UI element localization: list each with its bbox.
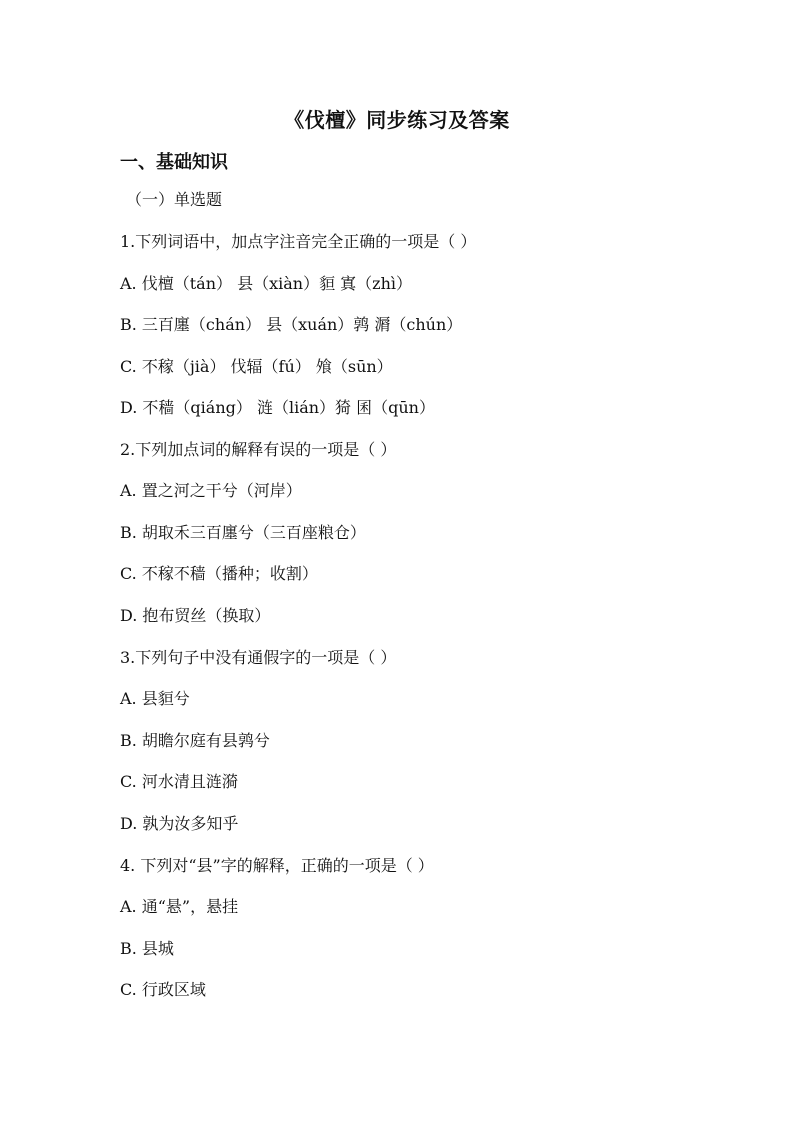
- option-2a: A. 置之河之干兮（河岸）: [120, 481, 302, 500]
- question-2: 2.下列加点词的解释有误的一项是（ ）: [120, 440, 397, 459]
- option-3d: D. 孰为汝多知乎: [120, 814, 239, 833]
- option-3b: B. 胡瞻尔庭有县鹑兮: [120, 731, 270, 750]
- section-heading: 一、基础知识: [120, 152, 228, 173]
- option-2b: B. 胡取禾三百廛兮（三百座粮仓）: [120, 523, 366, 542]
- option-4c: C. 行政区域: [120, 980, 206, 999]
- option-2d: D. 抱布贸丝（换取）: [120, 606, 271, 625]
- option-1c: C. 不稼（jià） 伐辐（fú） 飧（sūn）: [120, 357, 393, 376]
- option-4a: A. 通“悬”，悬挂: [120, 897, 239, 916]
- option-1a: A. 伐檀（tán） 县（xiàn）貆 寘（zhì）: [120, 274, 413, 293]
- option-1b: B. 三百廛（chán） 县（xuán）鹑 漘（chún）: [120, 315, 463, 334]
- option-2c: C. 不稼不穑（播种；收割）: [120, 564, 318, 583]
- option-4b: B. 县城: [120, 939, 174, 958]
- option-3a: A. 县貆兮: [120, 689, 190, 708]
- question-3: 3.下列句子中没有通假字的一项是（ ）: [120, 648, 397, 667]
- subsection-heading: （一）单选题: [126, 190, 223, 209]
- document-title: 《伐檀》同步练习及答案: [284, 108, 510, 132]
- question-1: 1.下列词语中，加点字注音完全正确的一项是（ ）: [120, 232, 477, 251]
- option-1d: D. 不穑（qiáng） 涟（lián）猗 囷（qūn）: [120, 398, 435, 417]
- option-3c: C. 河水清且涟漪: [120, 772, 238, 791]
- question-4: 4. 下列对“县”字的解释，正确的一项是（ ）: [120, 856, 434, 875]
